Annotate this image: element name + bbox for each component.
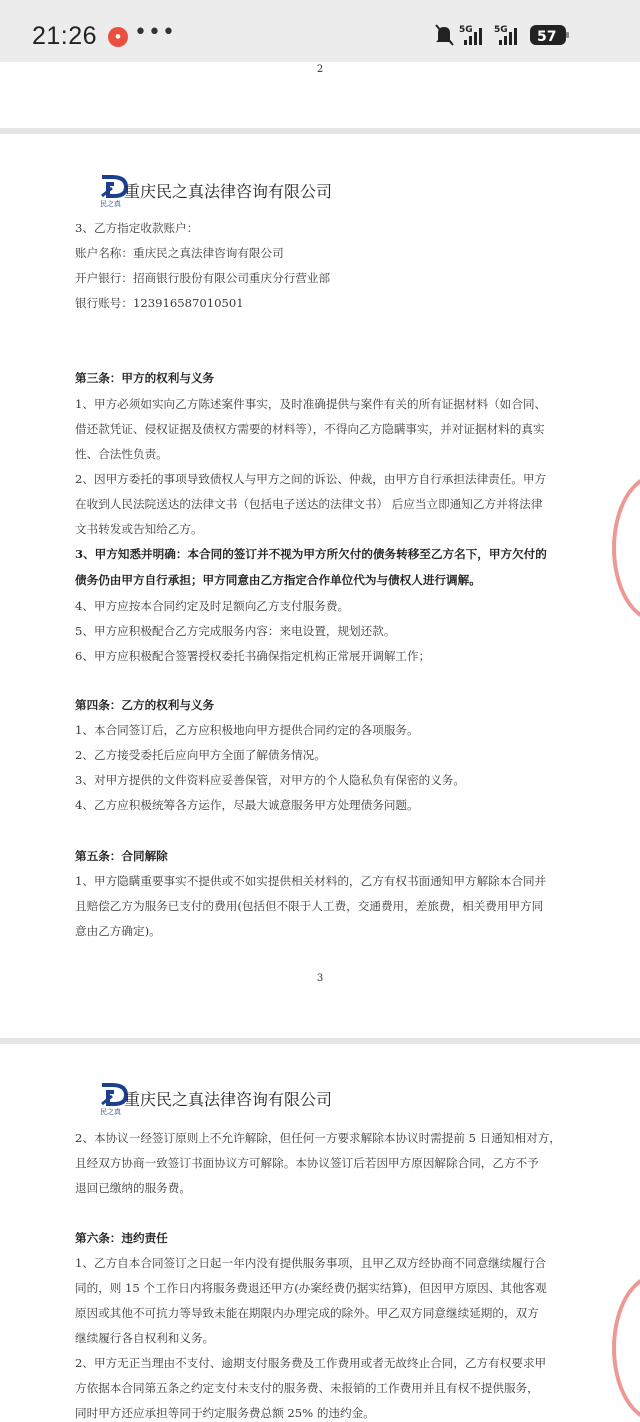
text-line: 3、对甲方提供的文件资料应妥善保管，对甲方的个人隐私负有保密的义务。 [75, 773, 465, 787]
text-line: 4、乙方应积极统筹各方运作，尽最大诚意服务甲方处理债务问题。 [75, 798, 419, 812]
text-line: 同的，则 15 个工作日内将服务费退还甲方(办案经费仍据实结算)，但因甲方原因、其他客观 [75, 1281, 547, 1295]
battery-icon [530, 25, 569, 45]
status-icons [434, 22, 604, 48]
text-line-bold: 债务仍由甲方自行承担；甲方同意由乙方指定合作单位代为与债权人进行调解。 [75, 573, 481, 587]
red-seal-stamp [612, 1274, 640, 1422]
status-bar [0, 0, 640, 62]
signal-5g-icon-2 [494, 25, 517, 45]
text-line: 继续履行各自权利和义务。 [75, 1331, 215, 1345]
text-line: 1、本合同签订后，乙方应积极地向甲方提供合同约定的各项服务。 [75, 723, 419, 737]
page-number: 3 [316, 973, 324, 984]
logo-subtitle: 民之真 [100, 200, 121, 208]
svg-text:5G: 5G [459, 25, 473, 35]
page-number: 2 [316, 64, 324, 75]
text-line: 原因或其他不可抗力等导致未能在期限内办理完成的除外。甲乙双方同意继续延期的，双方 [75, 1306, 539, 1320]
text-line: 性、合法性负责。 [75, 447, 168, 461]
company-name: 重庆民之真法律咨询有限公司 [124, 182, 333, 201]
text-line-bold: 3、甲方知悉并明确：本合同的签订并不视为甲方所欠付的债务转移至乙方名下，甲方欠付的 [75, 547, 547, 561]
text-line: 方依据本合同第五条之约定支付未支付的服务费、未报销的工作费用并且有权不提供服务， [75, 1381, 539, 1395]
text-line: 5、甲方应积极配合乙方完成服务内容：来电设置，规划还款。 [75, 624, 396, 638]
text-line: 借还款凭证、侵权证据及债权方需要的材料等），不得向乙方隐瞒事实，并对证据材料的真实 [75, 422, 545, 436]
text-line: 1、乙方自本合同签订之日起一年内没有提供服务事项，且甲乙双方经协商不同意继续履行合 [75, 1256, 547, 1270]
article-5-title: 第五条：合同解除 [75, 849, 168, 863]
logo-subtitle: 民之真 [100, 1108, 121, 1116]
text-line: 文书转发或告知给乙方。 [75, 522, 203, 536]
text-line: 1、甲方隐瞒重要事实不提供或不如实提供相关材料的，乙方有权书面通知甲方解除本合同并 [75, 874, 547, 888]
text-line: 银行账号：123916587010501 [75, 296, 244, 310]
text-line: 且赔偿乙方为服务已支付的费用(包括但不限于人工费，交通费用，差旅费，相关费用甲方同 [75, 899, 544, 913]
svg-text:57: 57 [537, 29, 557, 45]
more-notifications-icon: ••• [134, 20, 176, 45]
text-line: 3、乙方指定收款账户： [75, 221, 199, 235]
text-line: 2、本协议一经签订原则上不允许解除，但任何一方要求解除本协议时需提前 5 日通知相对方， [75, 1131, 561, 1145]
page-3 [0, 134, 640, 1038]
article-4-title: 第四条：乙方的权利与义务 [75, 698, 215, 712]
text-line: 2、因甲方委托的事项导致债权人与甲方之间的诉讼、仲裁，由甲方自行承担法律责任。甲方 [75, 472, 547, 486]
text-line: 意由乙方确定)。 [75, 924, 161, 938]
text-line: 2、乙方接受委托后应向甲方全面了解债务情况。 [75, 748, 326, 762]
text-line: 退回已缴纳的服务费。 [75, 1181, 191, 1195]
red-seal-stamp [612, 474, 640, 622]
text-line: 同时甲方还应承担等同于约定服务费总额 25% 的违约金。 [75, 1406, 375, 1420]
text-line: 2、甲方无正当理由不支付、逾期支付服务费及工作费用或者无故终止合同，乙方有权要求甲 [75, 1356, 547, 1370]
text-line: 账户名称：重庆民之真法律咨询有限公司 [75, 246, 284, 260]
text-line: 6、甲方应积极配合签署授权委托书确保指定机构正常展开调解工作； [75, 649, 431, 663]
text-line: 1、甲方必须如实向乙方陈述案件事实，及时准确提供与案件有关的所有证据材料（如合同、 [75, 397, 547, 411]
clock: 21:26 [32, 22, 98, 50]
article-6-title: 第六条：违约责任 [75, 1231, 168, 1245]
svg-text:5G: 5G [494, 25, 508, 35]
app-notification-icon: ● [108, 27, 128, 47]
company-name: 重庆民之真法律咨询有限公司 [124, 1090, 333, 1109]
text-line: 在收到人民法院送达的法律文书（包括电子送达的法律文书） 后应当立即通知乙方并将法律 [75, 497, 543, 511]
page-4 [0, 1044, 640, 1422]
article-3-title: 第三条：甲方的权利与义务 [75, 371, 215, 385]
page-2-bottom [0, 62, 640, 128]
mute-icon [436, 25, 453, 45]
text-line: 且经双方协商一致签订书面协议方可解除。本协议签订后若因甲方原因解除合同，乙方不予 [75, 1156, 539, 1170]
text-line: 开户银行：招商银行股份有限公司重庆分行营业部 [75, 271, 331, 285]
text-line: 4、甲方应按本合同约定及时足额向乙方支付服务费。 [75, 599, 350, 613]
signal-5g-icon-1 [459, 25, 482, 45]
